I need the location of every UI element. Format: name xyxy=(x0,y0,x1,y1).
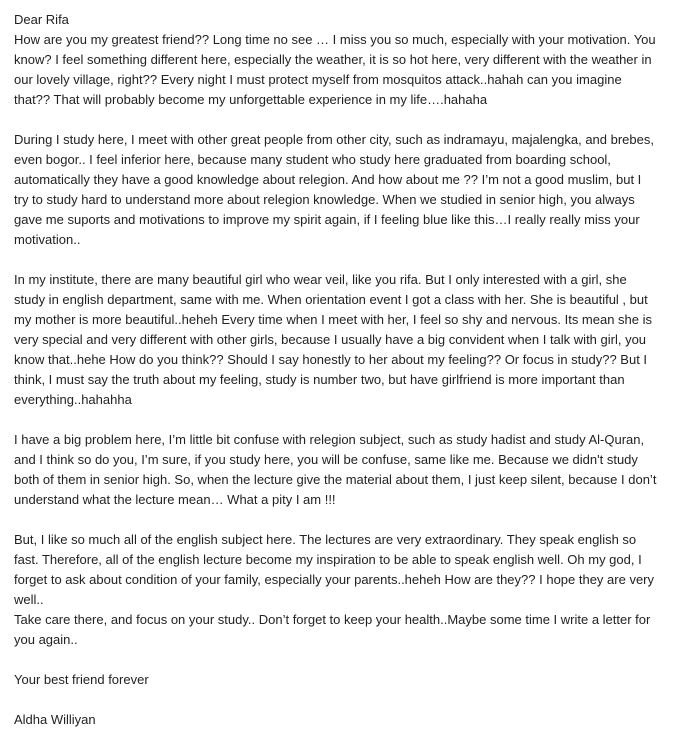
paragraph-line: think, I must say the truth about my feeling, study is number two, but have girlfriend is more important than xyxy=(14,372,625,387)
paragraph-line: I have a big problem here, I’m little bit confuse with relegion subject, such as study hadist and study Al-Quran, xyxy=(14,432,645,447)
paragraph-line: How are you my greatest friend?? Long time no see … I miss you so much, especially with your motivation. You xyxy=(14,32,656,47)
closing-block xyxy=(14,670,679,690)
paragraph-line: During I study here, I meet with other great people from other city, such as indramayu, majalengka, and brebes, xyxy=(14,132,654,147)
paragraph-line: Take care there, and focus on your study.. Don’t forget to keep your health..Maybe some time I write a letter for xyxy=(14,612,651,627)
paragraph-line: In my institute, there are many beautiful girl who wear veil, like you rifa. But I only interested with a girl, she xyxy=(14,272,627,287)
paragraph-line: know? I feel something different here, especially the weather, it is so hot here, very different with the weather in xyxy=(14,52,652,67)
signature: Aldha Williyan xyxy=(14,712,96,727)
paragraph-line: very special and very different with other girls, because I usually have a big convident when I talk with girl, you xyxy=(14,332,647,347)
signature-block xyxy=(14,710,679,730)
paragraph-line: even bogor.. I feel inferior here, because many student who study here graduated from boarding school, xyxy=(14,152,611,167)
paragraph-5 xyxy=(14,530,679,650)
paragraph-line: study in english department, same with me. When orientation event I got a class with her. She is beautiful , but xyxy=(14,292,648,307)
paragraph-line: know that..hehe How do you think?? Should I say honestly to her about my feeling?? Or focus in study?? But I xyxy=(14,352,648,367)
paragraph-line: well.. xyxy=(14,592,44,607)
paragraph-line: that?? That will probably become my unforgettable experience in my life….hahaha xyxy=(14,92,488,107)
closing: Your best friend forever xyxy=(14,672,149,687)
paragraph-line: fast. Therefore, all of the english lecture become my inspiration to be able to speak english well. Oh my god, I xyxy=(14,552,642,567)
paragraph-line: both of them in senior high. So, when the lecture give the material about them, I just keep silent, because I don’t xyxy=(14,472,657,487)
paragraph-2 xyxy=(14,130,679,250)
paragraph-4 xyxy=(14,430,679,510)
paragraph-line: everything..hahahha xyxy=(14,392,132,407)
greeting: Dear Rifa xyxy=(14,12,69,27)
paragraph-1 xyxy=(14,30,679,110)
paragraph-line: But, I like so much all of the english subject here. The lectures are very extraordinary. They speak english so xyxy=(14,532,637,547)
paragraph-line: motivation.. xyxy=(14,232,81,247)
paragraph-line: you again.. xyxy=(14,632,78,647)
paragraph-line: my mother is more beautiful..heheh Every time when I meet with her, I feel so shy and nervous. Its mean she is xyxy=(14,312,653,327)
paragraph-line: and I think so do you, I’m sure, if you study here, you will be confuse, same like me. Because we didn't study xyxy=(14,452,638,467)
paragraph-line: our lovely village, right?? Every night I must protect myself from mosquitos attack..hahah can you imagine xyxy=(14,72,622,87)
paragraph-line: forget to ask about condition of your family, especially your parents..heheh How are they?? I hope they are very xyxy=(14,572,655,587)
paragraph-line: gave me suports and motivations to improve my spirit again, if I feeling blue like this…I really really miss your xyxy=(14,212,640,227)
paragraph-line: try to study hard to understand more about relegion knowledge. When we studied in senior high, you always xyxy=(14,192,635,207)
paragraph-3 xyxy=(14,270,679,410)
paragraph-line: automatically they have a good knowledge about relegion. And how about me ?? I’m not a good muslim, but I xyxy=(14,172,642,187)
paragraph-line: understand what the lecture mean… What a pity I am !!! xyxy=(14,492,336,507)
